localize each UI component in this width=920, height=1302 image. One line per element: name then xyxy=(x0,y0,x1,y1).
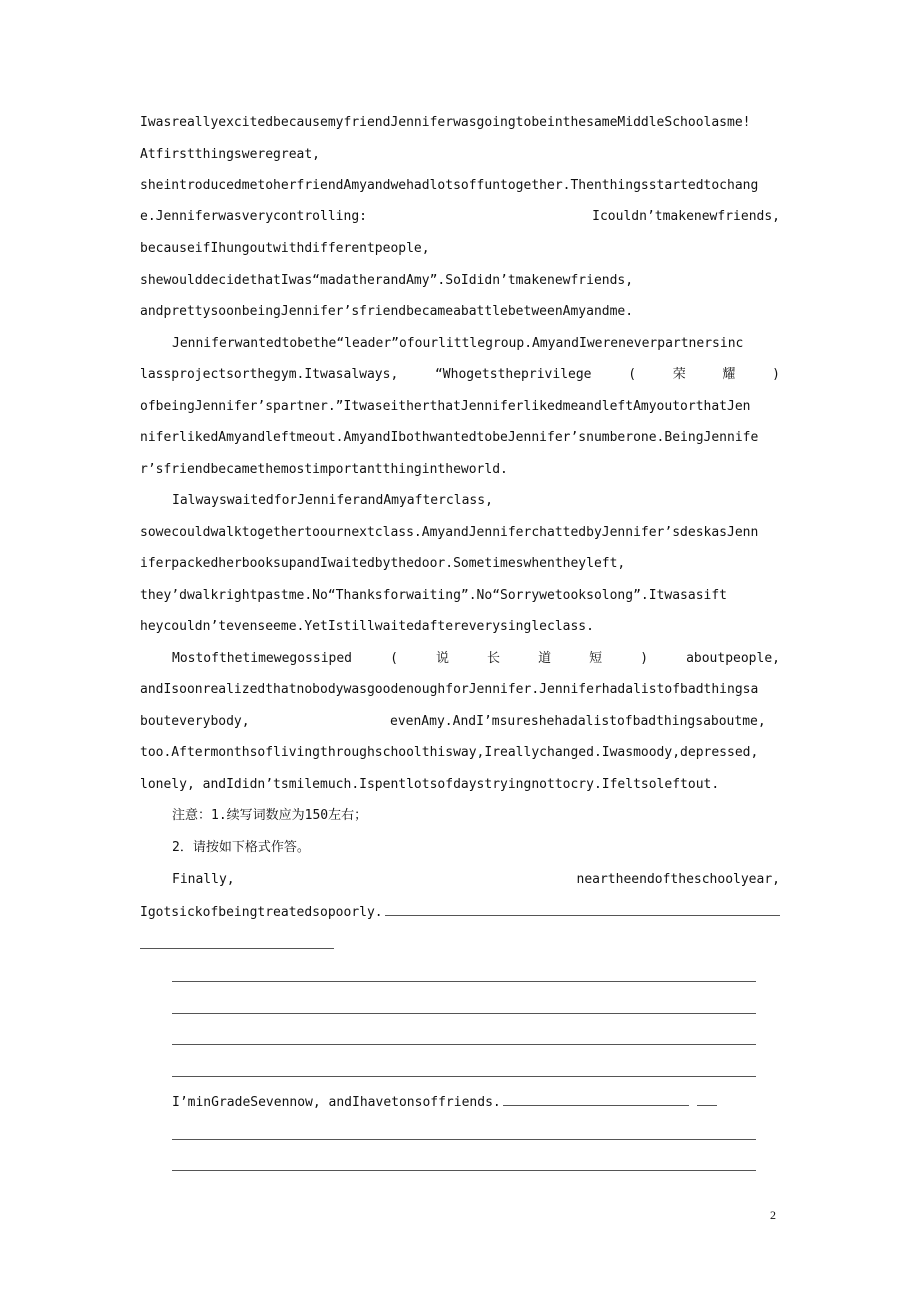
paragraph1-line xyxy=(140,207,780,227)
text-segment: 说 xyxy=(435,651,449,666)
prompt2-line xyxy=(172,1091,780,1113)
text-segment: Finally, xyxy=(172,872,235,887)
paragraph3-line: IalwayswaitedforJenniferandAmyafterclass, xyxy=(172,493,493,508)
paragraph1-line: andprettysoonbeingJennifer’sfriendbecameabattlebetweenAmyandme. xyxy=(140,304,634,319)
answer-line[interactable] xyxy=(172,1076,756,1077)
text-segment: 长 xyxy=(487,651,501,666)
paragraph4-line: lonely, andIdidn’tsmilemuch.Ispentlotsofdaystryingnottocry.Ifeltsoleftout. xyxy=(140,777,720,792)
answer-blank[interactable] xyxy=(503,1091,689,1106)
answer-line[interactable] xyxy=(140,948,334,949)
paragraph2-line: niferlikedAmyandleftmeout.AmyandIbothwantedtobeJennifer’snumberone.BeingJennife xyxy=(140,430,759,445)
paragraph2-line: Jenniferwantedtobethe“leader”ofourlittlegroup.AmyandIwereneverpartnersinc xyxy=(172,336,744,351)
answer-line[interactable] xyxy=(172,1170,756,1171)
answer-line[interactable] xyxy=(172,1139,756,1140)
text-segment: 道 xyxy=(538,651,552,666)
text-segment: e.Jenniferwasverycontrolling: xyxy=(140,209,367,224)
text-segment: 耀 xyxy=(722,367,736,382)
text-segment: 荣 xyxy=(672,367,686,382)
prompt1-line xyxy=(140,901,780,923)
text-segment: Igotsickofbeingtreatedsopoorly. xyxy=(140,905,383,920)
paragraph3-line: sowecouldwalktogethertoournextclass.AmyandJenniferchattedbyJennifer’sdeskasJenn xyxy=(140,525,759,540)
paragraph1-line: Atfirstthingsweregreat, xyxy=(140,147,321,162)
text-segment: neartheendoftheschoolyear, xyxy=(576,872,780,887)
paragraph1-line: becauseifIhungoutwithdifferentpeople, xyxy=(140,241,430,256)
text-segment: bouteverybody, xyxy=(140,714,250,729)
paragraph1-line: IwasreallyexcitedbecausemyfriendJenniferwasgoingtobeinthesameMiddleSchoolasme! xyxy=(140,115,751,130)
text-segment: I’minGradeSevennow, andIhavetonsoffriends. xyxy=(172,1095,501,1110)
text-segment: 短 xyxy=(589,651,603,666)
paragraph3-line: heycouldn’tevenseeme.YetIstillwaitedaftereverysingleclass. xyxy=(140,619,594,634)
text-segment: ( xyxy=(390,651,398,666)
paragraph2-line: r’sfriendbecamethemostimportantthingintheworld. xyxy=(140,462,508,477)
paragraph2-line: ofbeingJennifer’spartner.”ItwaseitherthatJenniferlikedmeandleftAmyoutorthatJen xyxy=(140,399,751,414)
text-segment: aboutpeople, xyxy=(686,651,780,666)
note-word-count: 注意：1.续写词数应为150左右； xyxy=(172,808,368,823)
text-segment: “Whogetstheprivilege xyxy=(434,367,592,382)
answer-blank[interactable] xyxy=(697,1091,717,1106)
paragraph1-line: shewoulddecidethatIwas“madatherandAmy”.SoIdidn’tmakenewfriends, xyxy=(140,273,634,288)
paragraph4-line xyxy=(140,712,780,732)
answer-line[interactable] xyxy=(172,1044,756,1045)
paragraph4-line: too.Aftermonthsoflivingthroughschoolthisway,Ireallychanged.Iwasmoody,depressed, xyxy=(140,745,759,760)
paragraph4-line xyxy=(172,649,780,669)
paragraph2-line xyxy=(140,365,780,385)
answer-line[interactable] xyxy=(172,981,756,982)
paragraph3-line: iferpackedherbooksupandIwaitedbythedoor.Sometimeswhentheyleft, xyxy=(140,556,626,571)
paragraph1-line: sheintroducedmetoherfriendAmyandwehadlotsoffuntogether.Thenthingsstartedtochang xyxy=(140,178,759,193)
page-number: 2 xyxy=(770,1208,776,1222)
prompt1-line xyxy=(172,870,780,890)
paragraph3-line: they’dwalkrightpastme.No“Thanksforwaiting”.No“Sorrywetooksolong”.Itwasasift xyxy=(140,588,727,603)
text-segment: lassprojectsorthegym.Itwasalways, xyxy=(140,367,399,382)
text-segment: evenAmy.AndI’msureshehadalistofbadthingsaboutme, xyxy=(390,714,766,729)
note-format: 2．请按如下格式作答。 xyxy=(172,840,310,855)
text-segment: ) xyxy=(772,367,780,382)
text-segment: Icouldn’tmakenewfriends, xyxy=(592,209,780,224)
text-segment: ( xyxy=(628,367,637,382)
text-segment: ) xyxy=(640,651,649,666)
paragraph4-line: andIsoonrealizedthatnobodywasgoodenoughforJennifer.Jenniferhadalistofbadthingsa xyxy=(140,682,759,697)
text-segment: Mostofthetimewegossiped xyxy=(172,651,353,666)
answer-line[interactable] xyxy=(172,1013,756,1014)
answer-blank[interactable] xyxy=(385,901,780,916)
